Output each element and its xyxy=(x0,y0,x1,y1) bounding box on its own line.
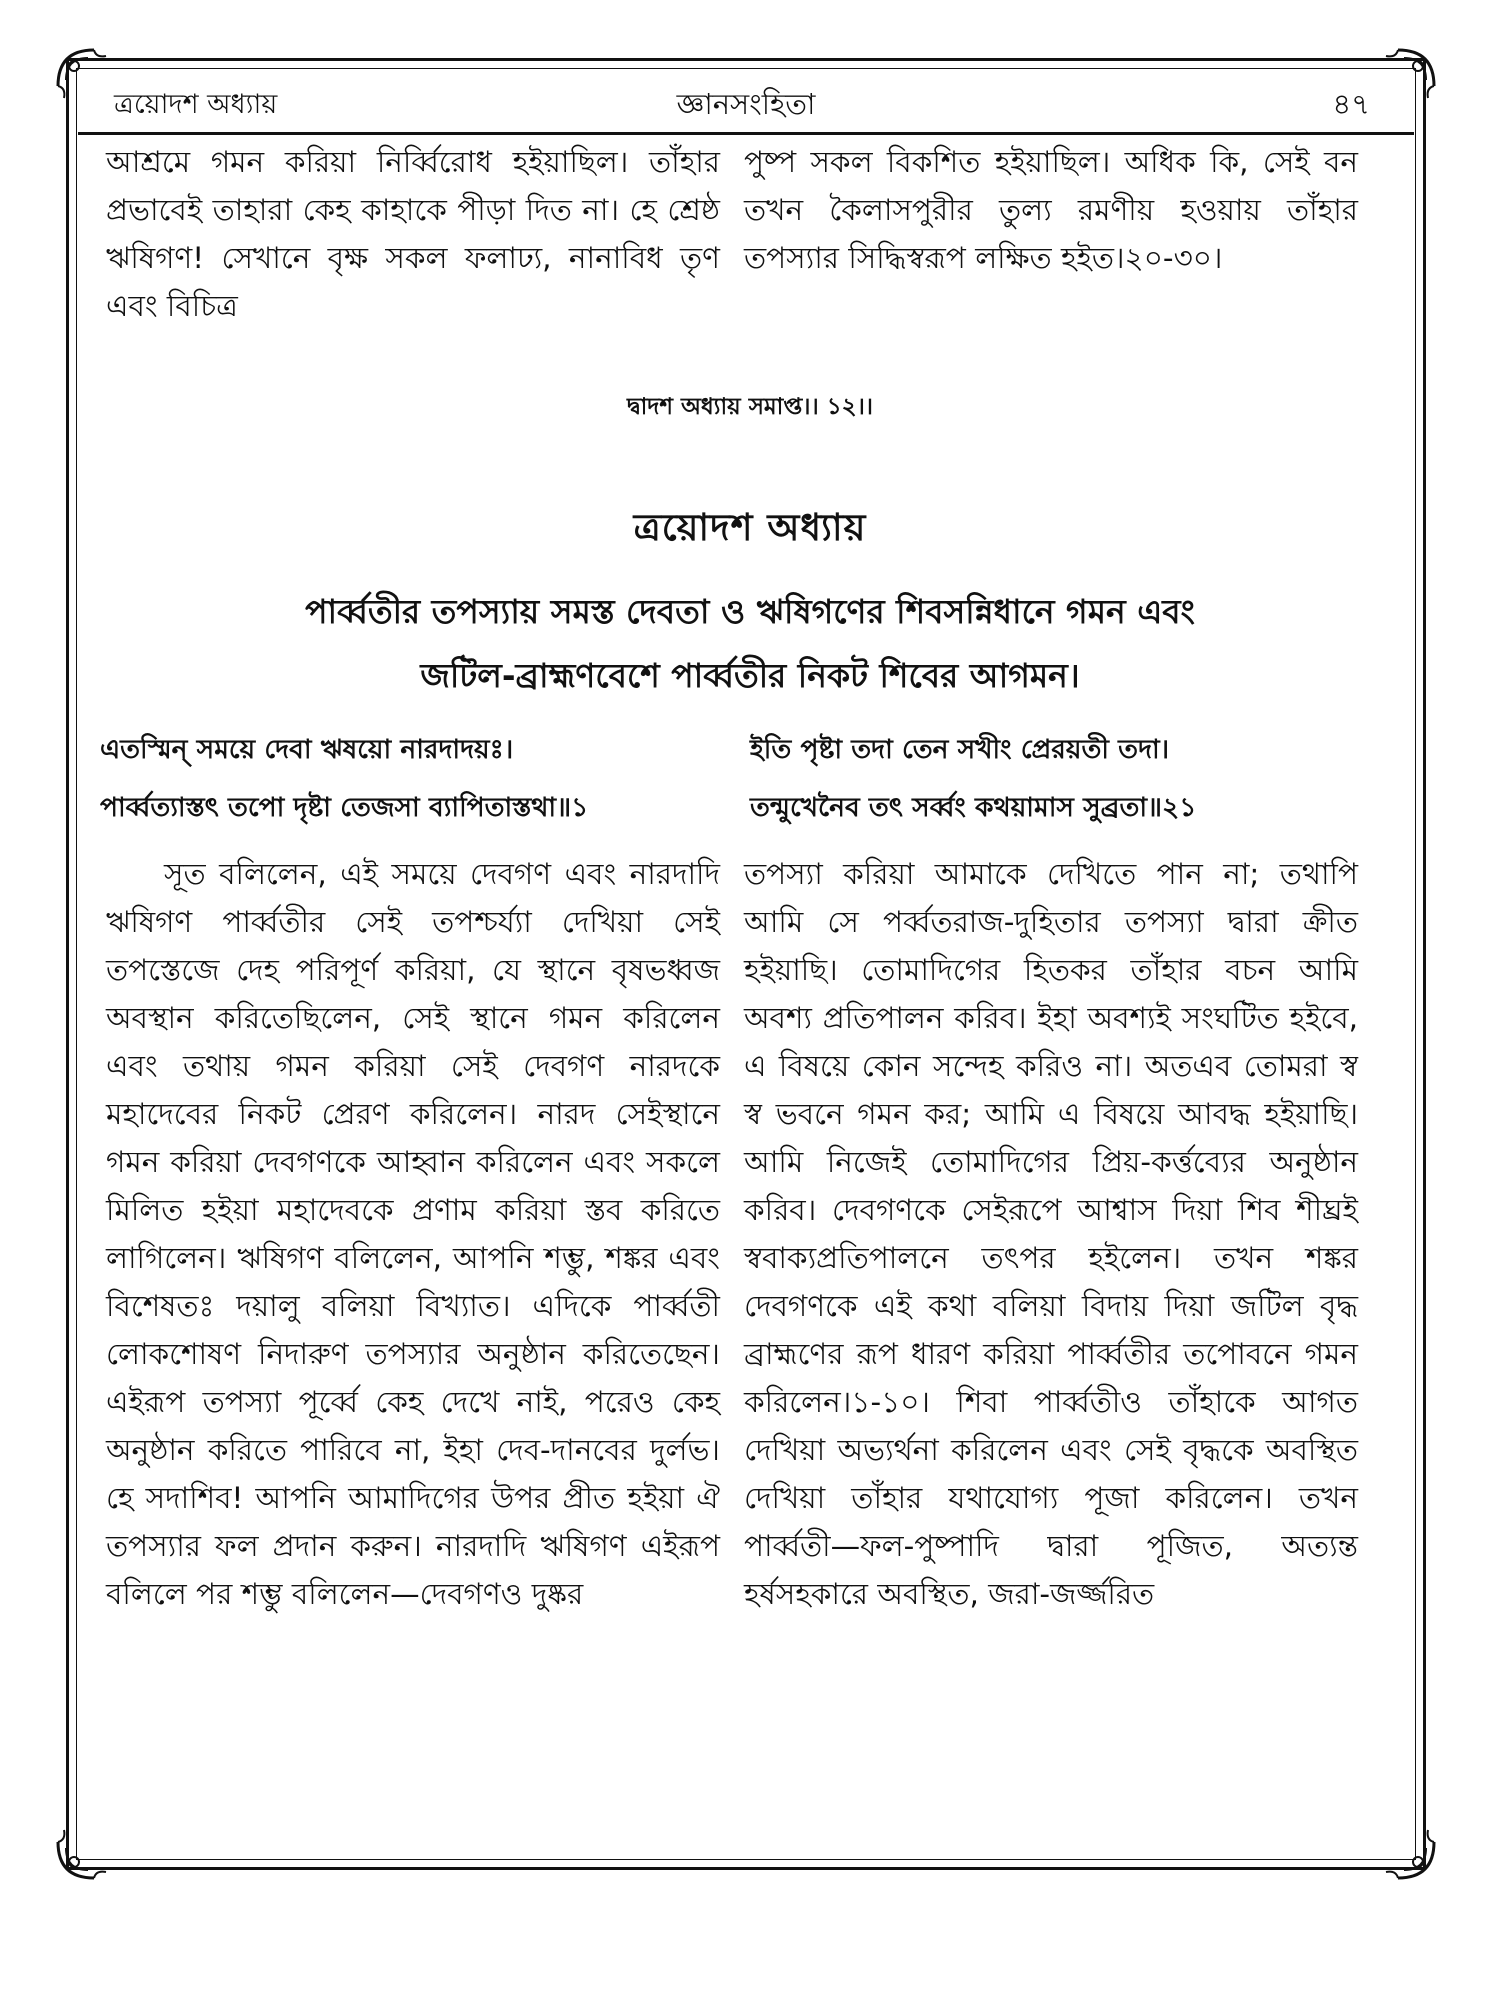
verse-text: তন্মুখেনৈব তৎ সর্ব্বং কথয়ামাস সুব্রতা॥২১ xyxy=(750,792,1197,823)
chapter-end-note: দ্বাদশ অধ্যায় সমাপ্ত।। ১২।। xyxy=(626,394,874,420)
continuation-right-text: পুষ্প সকল বিকশিত হইয়াছিল। অধিক কি, সেই বন তখন কৈলাসপুরীর তুল্য রমণীয় হওয়ায় তাঁহার তপস্যার সিদ্ধিস্বরূপ লক্ষিত হইত।২০-৩০। xyxy=(744,145,1358,275)
continuation-right-column xyxy=(744,138,1358,330)
running-header xyxy=(80,72,1412,130)
body-left-text: সূত বলিলেন, এই সময়ে দেবগণ এবং নারদাদি ঋষিগণ পার্ব্বতীর সেই তপশ্চর্য্যা দেখিয়া সেই তপস্তেজে দেহ পরিপূর্ণ করিয়া, যে স্থানে বৃষভধ্বজ অবস্থান করিতেছিলেন, সেই স্থানে গমন করিলেন এবং তথায় গমন করিয়া সেই দেবগণ নারদকে মহাদেবের নিকট প্রেরণ করিলেন। নারদ সেইস্থানে গমন করিয়া দেবগণকে আহ্বান করিলেন এবং সকলে মিলিত হইয়া মহাদেবকে প্রণাম করিয়া স্তব করিতে লাগিলেন। ঋষিগণ বলিলেন, আপনি শম্ভু, শঙ্কর এবং বিশেষতঃ দয়ালু বলিয়া বিখ্যাত। এদিকে পার্ব্বতী লোকশোষণ নিদারুণ তপস্যার অনুষ্ঠান করিতেছেন। এইরূপ তপস্যা পূর্ব্বে কেহ দেখে নাই, পরেও কেহ অনুষ্ঠান করিতে পারিবে না, ইহা দেব-দানবের দুর্লভ। হে সদাশিব! আপনি আমাদিগের উপর প্রীত হইয়া ঐ তপস্যার ফল প্রদান করুন। নারদাদি ঋষিগণ এইরূপ বলিলে পর শম্ভু বলিলেন—দেবগণও দুষ্কর xyxy=(106,857,720,1611)
verse-text: পার্ব্বত্যাস্তৎ তপো দৃষ্টা তেজসা ব্যাপিতাস্তথা॥১ xyxy=(100,792,589,823)
verse-text: ইতি পৃষ্টা তদা তেন সখীং প্রেরয়তী তদা। xyxy=(750,734,1170,765)
continuation-columns xyxy=(106,138,1358,330)
body-right-text: তপস্যা করিয়া আমাকে দেখিতে পান না; তথাপি আমি সে পর্ব্বতরাজ-দুহিতার তপস্যা দ্বারা ক্রীত হইয়াছি। তোমাদিগের হিতকর তাঁহার বচন আমি অবশ্য প্রতিপালন করিব। ইহা অবশ্যই সংঘটিত হইবে, এ বিষয়ে কোন সন্দেহ করিও না। অতএব তোমরা স্ব স্ব ভবনে গমন কর; আমি এ বিষয়ে আবদ্ধ হইয়াছি। আমি নিজেই তোমাদিগের প্রিয়-কর্ত্তব্যের অনুষ্ঠান করিব। দেবগণকে সেইরূপে আশ্বাস দিয়া শিব শীঘ্রই স্ববাক্যপ্রতিপালনে তৎপর হইলেন। তখন শঙ্কর দেবগণকে এই কথা বলিয়া বিদায় দিয়া জটিল বৃদ্ধ ব্রাহ্মণের রূপ ধারণ করিয়া পার্ব্বতীর তপোবনে গমন করিলেন।১-১০। শিবা পার্ব্বতীও তাঁহাকে আগত দেখিয়া অভ্যর্থনা করিলেন এবং সেই বৃদ্ধকে অবস্থিত দেখিয়া তাঁহার যথাযোগ্য পূজা করিলেন। তখন পার্ব্বতী—ফল-পুষ্পাদি দ্বারা পূজিত, অত্যন্ত হর্ষসহকারে অবস্থিত, জরা-জর্জ্জরিত xyxy=(744,857,1358,1611)
continuation-left-text: আশ্রমে গমন করিয়া নির্ব্বিরোধ হইয়াছিল। তাঁহার প্রভাবেই তাহারা কেহ কাহাকে পীড়া দিত না। হে শ্রেষ্ঠ ঋষিগণ! সেখানে বৃক্ষ সকল ফলাঢ্য, নানাবিধ তৃণ এবং বিচিত্র xyxy=(106,145,720,323)
continuation-left-column xyxy=(106,138,720,330)
chapter-subtitle xyxy=(110,580,1390,708)
corner-ornament-icon xyxy=(1374,1818,1438,1882)
corner-ornament-icon xyxy=(54,1818,118,1882)
chapter-title: ত্রয়োদশ অধ্যায় xyxy=(633,506,867,549)
header-divider xyxy=(78,132,1414,135)
body-columns xyxy=(106,850,1358,1618)
header-chapter-label: ত্রয়োদশ অধ্যায় xyxy=(114,89,278,120)
chapter-subtitle-line: পার্ব্বতীর তপস্যায় সমস্ত দেবতা ও ঋষিগণের শিবসন্নিধানে গমন এবং xyxy=(305,592,1195,631)
header-book-title: জ্ঞানসংহিতা xyxy=(676,87,816,121)
body-right-column xyxy=(744,850,1358,1618)
page-number: ৪৭ xyxy=(1332,87,1370,121)
body-left-column xyxy=(106,850,720,1618)
verse-text: এতস্মিন্ সময়ে দেবা ঋষয়ো নারদাদয়ঃ। xyxy=(100,734,514,765)
chapter-subtitle-line: জটিল-ব্রাহ্মণবেশে পার্ব্বতীর নিকট শিবের আগমন। xyxy=(420,656,1080,695)
